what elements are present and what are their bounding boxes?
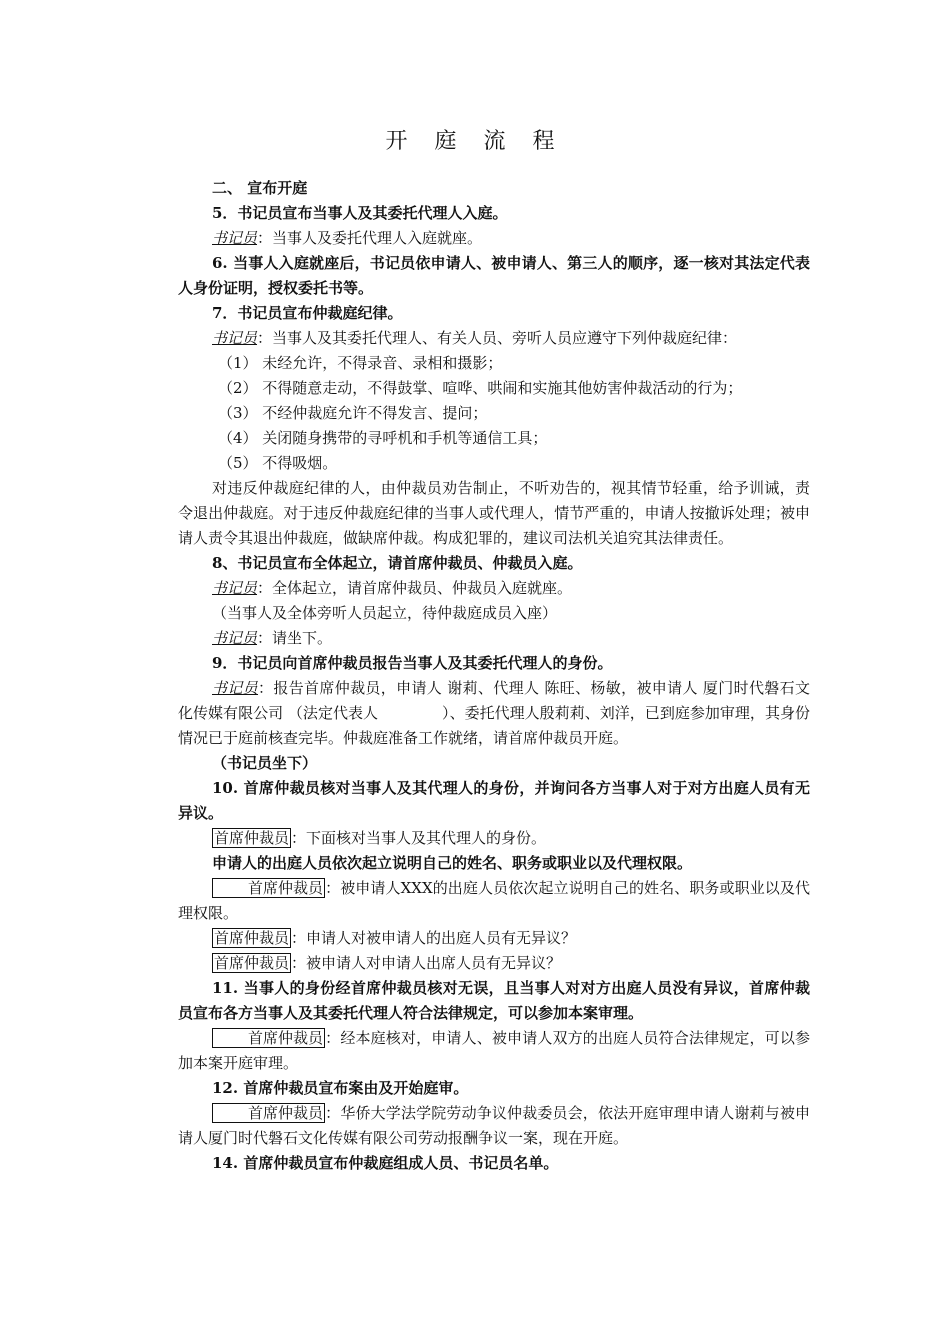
clerk-label: 书记员 [212, 579, 258, 597]
step-5-clerk [178, 226, 810, 251]
step-8-clerk-2 [178, 626, 810, 651]
step-12-text-1: ：华侨大学法学院劳动争议仲裁委员会，依法开庭审理申请人谢莉与被申请人厦门时代磐石文化传媒有限公司劳动报酬争议一案，现在开庭。 [178, 1104, 810, 1147]
step-11-text-1: ：经本庭核对，申请人、被申请人双方的出庭人员符合法律规定，可以参加本案开庭审理。 [178, 1029, 810, 1072]
violation-paragraph: 对违反仲裁庭纪律的人，由仲裁员劝告制止，不听劝告的，视其情节轻重，给予训诫，责令退出仲裁庭。对于违反仲裁庭纪律的当事人或代理人，情节严重的，申请人按撤诉处理；被申请人责令其退出仲裁庭，做缺席仲裁。构成犯罪的，建议司法机关追究其法律责任。 [178, 479, 810, 547]
page-title: 开 庭 流 程 [385, 129, 565, 154]
step-7-heading: 7．书记员宣布仲裁庭纪律。 [212, 304, 403, 322]
step-8-clerk-1 [178, 576, 810, 601]
step-10-bold-line: 申请人的出庭人员依次起立说明自己的姓名、职务或职业以及代理权限。 [212, 854, 693, 872]
step-10-text-3: ：申请人对被申请人的出庭人员有无异议？ [291, 929, 577, 947]
document-body [178, 176, 810, 1176]
presiding-label: 首席仲裁员 [212, 1103, 325, 1123]
step-8-clerk-text-2: ：请坐下。 [257, 629, 333, 647]
presiding-label: 首席仲裁员 [212, 1028, 325, 1048]
rule-item: （3） 不经仲裁庭允许不得发言、提问； [218, 404, 488, 422]
step-12-p1 [178, 1101, 810, 1151]
step-9-note: （书记员坐下） [212, 754, 318, 772]
step-10-text-4: ：被申请人对申请人出席人员有无异议？ [291, 954, 562, 972]
clerk-label: 书记员 [212, 679, 259, 697]
step-10-text-1: ：下面核对当事人及其代理人的身份。 [291, 829, 547, 847]
step-11-p1 [178, 1026, 810, 1076]
step-11-heading: 11. 当事人的身份经首席仲裁员核对无误，且当事人对对方出庭人员没有异议，首席仲裁员宣布各方当事人及其委托代理人符合法律规定，可以参加本案审理。 [178, 979, 810, 1022]
step-10-p4 [178, 951, 810, 976]
presiding-label: 首席仲裁员 [214, 954, 290, 972]
clerk-label: 书记员 [212, 329, 258, 347]
step-5-clerk-text: ：当事人及委托代理人入庭就座。 [257, 229, 483, 247]
step-14-heading: 14. 首席仲裁员宣布仲裁庭组成人员、书记员名单。 [212, 1154, 559, 1172]
step-9-clerk [178, 676, 810, 751]
step-10-p3 [178, 926, 810, 951]
presiding-label: 首席仲裁员 [214, 829, 290, 847]
rule-item: （2） 不得随意走动，不得鼓掌、喧哗、哄闹和实施其他妨害仲裁活动的行为； [218, 379, 743, 397]
step-10-p1 [178, 826, 810, 851]
step-12-heading: 12. 首席仲裁员宣布案由及开始庭审。 [212, 1079, 469, 1097]
step-9-clerk-text-a: ：报告首席仲裁员，申请人 谢莉、代理人 陈旺、杨敏，被申请人 厦门时代磐石文化传媒有限公司 （法定代表人 [178, 679, 810, 722]
step-9-clerk-text-b: ）、委托代理人殷莉莉、刘洋，已到庭参加审理，其身份情况已于庭前核查完毕。仲裁庭准备工作就绪，请首席仲裁员开庭。 [178, 704, 810, 747]
step-6-heading: 6. 当事人入庭就座后，书记员依申请人、被申请人、第三人的顺序，逐一核对其法定代表人身份证明，授权委托书等。 [178, 254, 810, 297]
step-7-clerk-text: ：当事人及其委托代理人、有关人员、旁听人员应遵守下列仲裁庭纪律： [257, 329, 738, 347]
step-8-clerk-text-1: ：全体起立，请首席仲裁员、仲裁员入庭就座。 [257, 579, 573, 597]
clerk-label: 书记员 [212, 629, 258, 647]
step-5-heading: 5．书记员宣布当事人及其委托代理人入庭。 [212, 204, 508, 222]
step-10-p2 [178, 876, 810, 926]
step-10-text-2: ：被申请人XXX的出庭人员依次起立说明自己的姓名、职务或职业以及代理权限。 [178, 879, 810, 922]
rule-item: （4） 关闭随身携带的寻呼机和手机等通信工具； [218, 429, 548, 447]
section-heading: 二、 宣布开庭 [212, 179, 308, 197]
rule-item: （1） 未经允许，不得录音、录相和摄影； [218, 354, 503, 372]
step-7-clerk [178, 326, 810, 351]
rule-item: （5） 不得吸烟。 [218, 454, 338, 472]
step-8-note: （当事人及全体旁听人员起立，待仲裁庭成员入座） [212, 604, 558, 622]
step-9-heading: 9．书记员向首席仲裁员报告当事人及其委托代理人的身份。 [212, 654, 613, 672]
clerk-label: 书记员 [212, 229, 258, 247]
step-10-heading: 10. 首席仲裁员核对当事人及其代理人的身份，并询问各方当事人对于对方出庭人员有无异议。 [178, 779, 810, 822]
presiding-label: 首席仲裁员 [212, 878, 325, 898]
step-8-heading: 8、书记员宣布全体起立，请首席仲裁员、仲裁员入庭。 [212, 554, 583, 572]
presiding-label: 首席仲裁员 [214, 929, 290, 947]
